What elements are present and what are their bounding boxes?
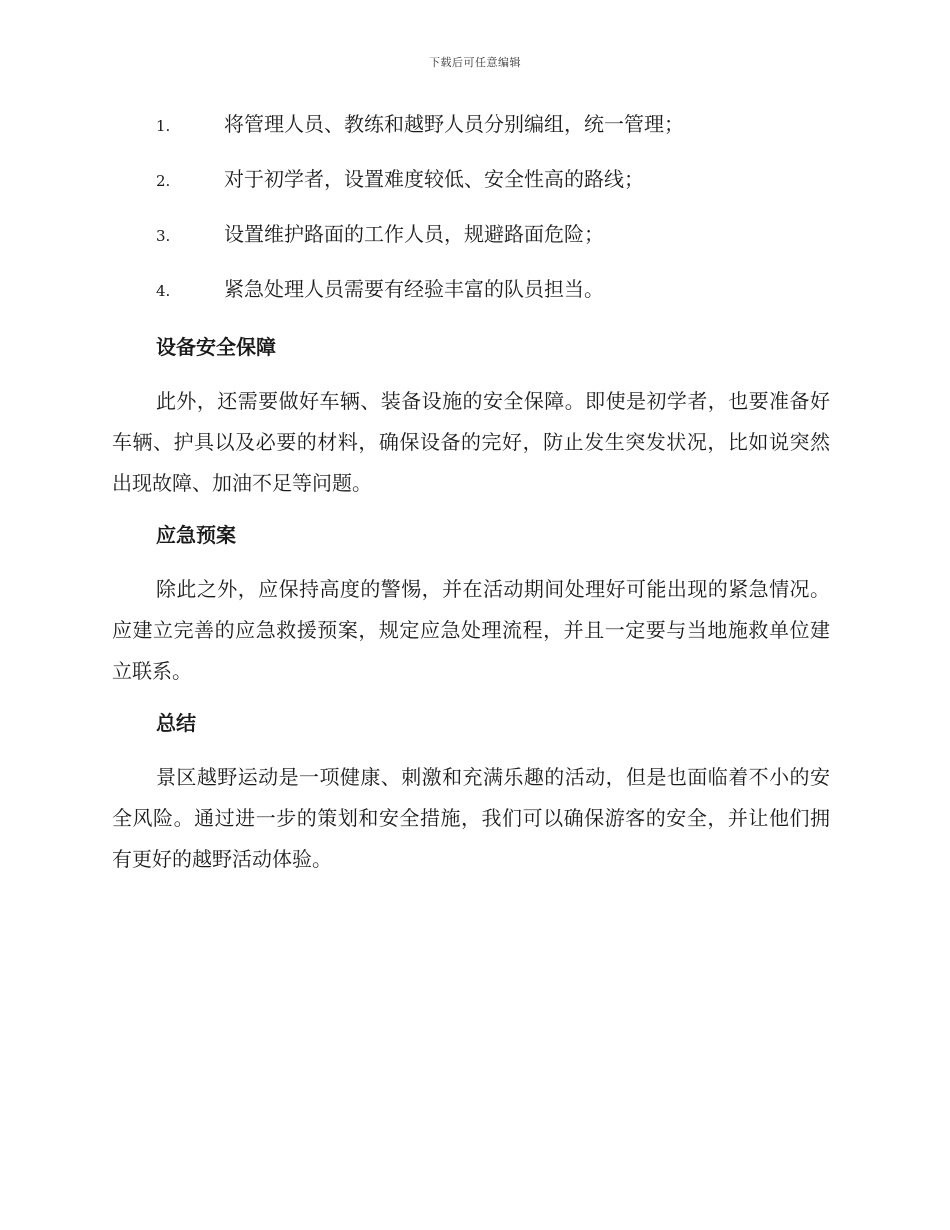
list-number: 3. [156, 227, 171, 245]
page-header-note: 下载后可任意编辑 [429, 56, 521, 69]
list-item [112, 108, 830, 163]
list-text: 紧急处理人员需要有经验丰富的队员担当。 [224, 277, 604, 301]
section-heading-emergency: 应急预案 [156, 523, 236, 547]
list-text: 将管理人员、教练和越野人员分别编组，统一管理； [224, 112, 684, 136]
list-number: 2. [156, 172, 171, 190]
list-item [112, 163, 830, 218]
list-text: 设置维护路面的工作人员，规避路面危险； [224, 222, 604, 246]
list-item [112, 273, 830, 328]
list-text: 对于初学者，设置难度较低、安全性高的路线； [224, 167, 644, 191]
list-number: 4. [156, 282, 171, 300]
list-number: 1. [156, 117, 171, 135]
section-heading-equipment: 设备安全保障 [156, 335, 276, 359]
section-heading-summary: 总结 [156, 711, 196, 735]
section-paragraph-summary: 景区越野运动是一项健康、刺激和充满乐趣的活动，但是也面临着不小的安全风险。通过进一步的策划和安全措施，我们可以确保游客的安全，并让他们拥有更好的越野活动体验。 [112, 765, 830, 871]
document-body [112, 108, 830, 892]
section-paragraph-emergency: 除此之外，应保持高度的警惕，并在活动期间处理好可能出现的紧急情况。应建立完善的应急救援预案，规定应急处理流程，并且一定要与当地施救单位建立联系。 [112, 577, 830, 683]
section-paragraph-equipment: 此外，还需要做好车辆、装备设施的安全保障。即使是初学者，也要准备好车辆、护具以及必要的材料，确保设备的完好，防止发生突发状况，比如说突然出现故障、加油不足等问题。 [112, 389, 830, 495]
list-item [112, 218, 830, 273]
